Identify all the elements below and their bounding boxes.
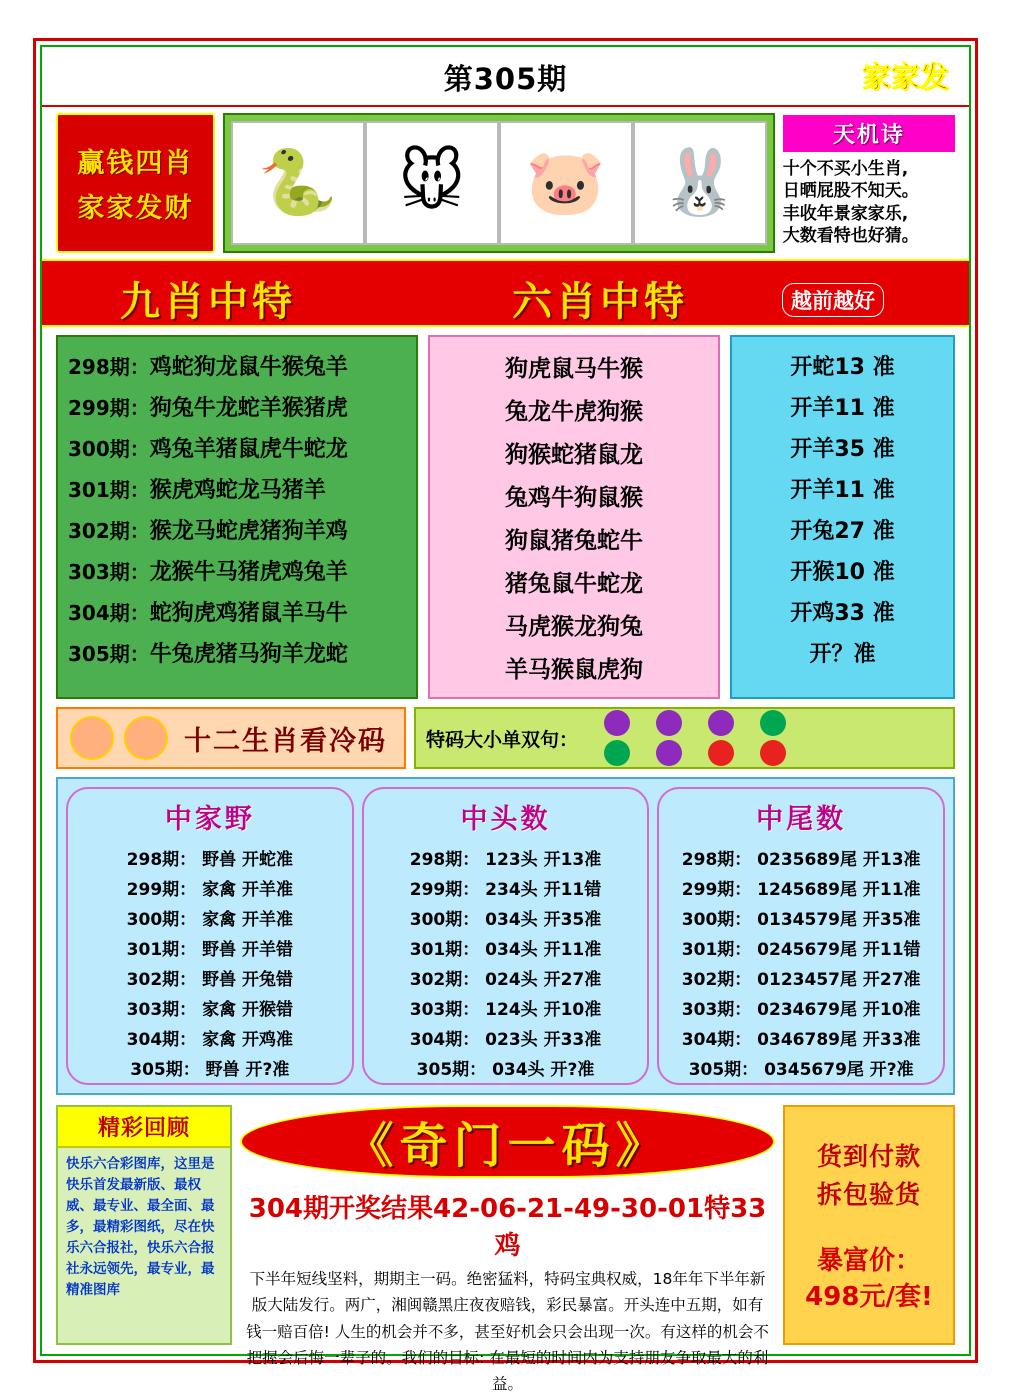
- issue-label: 302期：: [68, 519, 150, 543]
- brand-logo: 家家发: [861, 60, 949, 94]
- issue-value: 龙猴牛马猪虎鸡兔羊: [149, 560, 348, 585]
- issue-label: 299期：: [68, 396, 150, 420]
- zodiac-row: [42, 107, 969, 259]
- tianji-body: [781, 154, 957, 253]
- dot-pair: [656, 710, 682, 766]
- list-item: 狗虎鼠马牛猴: [505, 356, 643, 382]
- cold-code-title: 十二生肖看冷码: [184, 725, 387, 757]
- panel-line: 299期： 1245689尾 开11准: [681, 879, 921, 900]
- panel-title: 中尾数: [756, 804, 847, 835]
- win-box-line2: 家家发财: [77, 193, 194, 224]
- list-item: 猪兔鼠牛蛇龙: [505, 571, 643, 597]
- panel-title: 中头数: [460, 804, 551, 835]
- tianji-poem: [781, 113, 957, 253]
- dot-bottom: [656, 740, 682, 766]
- result-item: 开羊11 准: [790, 396, 895, 421]
- list-item: [64, 427, 410, 468]
- win-box-line1: 赢钱四肖: [77, 148, 194, 179]
- issue-label: 303期：: [68, 560, 150, 584]
- issue-value: 鸡蛇狗龙鼠牛猴兔羊: [149, 355, 348, 380]
- nine-animals-column: [56, 335, 418, 699]
- panel-line: 299期： 234头 开11错: [409, 879, 602, 900]
- rat-icon: 🐭: [365, 121, 499, 245]
- list-item: [64, 345, 410, 386]
- issue-value: 鸡兔羊猪鼠虎牛蛇龙: [149, 437, 348, 462]
- list-item: [64, 632, 410, 673]
- recall-body: 快乐六合彩图库，这里是快乐首发最新版、最权威、最专业、最全面、最多，最精彩图纸，尽在快乐六合报社，快乐六合报社永远领先，最专业，最精准图库: [66, 1156, 215, 1298]
- section-band: [42, 259, 969, 327]
- panel-line: 304期： 023头 开33准: [409, 1029, 602, 1050]
- list-item: 兔龙牛虎狗猴: [505, 399, 643, 425]
- cold-code-strip: [56, 707, 955, 769]
- result-item: 开羊35 准: [790, 437, 895, 462]
- snake-icon: 🐍: [231, 121, 365, 245]
- panel-line: 300期： 0134579尾 开35准: [681, 909, 921, 930]
- panel-line: 298期： 野兽 开蛇准: [126, 849, 293, 870]
- order-line1: 货到付款: [816, 1142, 921, 1171]
- stats-panels: [56, 777, 955, 1095]
- recall-box: [56, 1105, 232, 1345]
- panel-line: 301期： 0245679尾 开11错: [681, 939, 921, 960]
- list-item: 兔鸡牛狗鼠猴: [505, 485, 643, 511]
- panel-line: 298期： 123头 开13准: [409, 849, 602, 870]
- price-label: 暴富价：: [816, 1246, 921, 1276]
- order-box: [783, 1105, 955, 1345]
- dot-pair: [708, 710, 734, 766]
- tema-label: 特码大小单双句：: [426, 728, 579, 751]
- list-item: [64, 550, 410, 591]
- tianji-title: 天机诗: [781, 113, 957, 154]
- six-animals-column: [428, 335, 720, 699]
- issue-value: 猴龙马蛇虎猪狗羊鸡: [149, 519, 348, 544]
- header: [42, 47, 969, 107]
- tianji-line: 十个不买小生肖,: [782, 159, 909, 179]
- issue-label: 298期：: [68, 355, 150, 379]
- list-item: [64, 591, 410, 632]
- order-line2: 拆包验货: [816, 1180, 921, 1209]
- recall-title: 精彩回顾: [58, 1107, 230, 1148]
- panel-line: 303期： 124头 开10准: [409, 999, 602, 1020]
- result-item: 开猴10 准: [790, 560, 895, 585]
- issue-label: 301期：: [68, 478, 150, 502]
- dot-bottom: [604, 740, 630, 766]
- animal-images: [223, 113, 775, 253]
- dot-top: [604, 710, 630, 736]
- issue-value: 猴虎鸡蛇龙马猪羊: [149, 478, 326, 503]
- panel-zhongjiaye: [66, 787, 354, 1085]
- list-item: 狗鼠猪兔蛇牛: [505, 528, 643, 554]
- tema-dots: [604, 710, 786, 766]
- circle-icon: [124, 716, 168, 760]
- panel-line: 302期： 024头 开27准: [409, 969, 602, 990]
- panel-line: 303期： 家禽 开猴错: [126, 999, 293, 1020]
- tema-box: [414, 707, 955, 769]
- band-note: 越前越好: [782, 283, 884, 317]
- panel-line: 298期： 0235689尾 开13准: [681, 849, 921, 870]
- panel-line: 301期： 野兽 开羊错: [126, 939, 293, 960]
- issue-value: 牛兔虎猪马狗羊龙蛇: [149, 642, 348, 667]
- draw-result: 304期开奖结果42-06-21-49-30-01特33鸡: [248, 1194, 767, 1261]
- list-item: [64, 386, 410, 427]
- promo-box: [240, 1105, 775, 1394]
- dot-top: [656, 710, 682, 736]
- panel-line: 302期： 野兽 开兔错: [126, 969, 293, 990]
- rabbit-icon: 🐰: [633, 121, 767, 245]
- issue-label: 304期：: [68, 601, 150, 625]
- dot-bottom: [708, 740, 734, 766]
- panel-line: 303期： 0234679尾 开10准: [681, 999, 921, 1020]
- dot-pair: [604, 710, 630, 766]
- panel-line: 299期： 家禽 开羊准: [126, 879, 293, 900]
- list-item: 羊马猴鼠虎狗: [505, 657, 643, 683]
- dot-bottom: [760, 740, 786, 766]
- list-item: 马虎猴龙狗兔: [505, 614, 643, 640]
- panel-zhongweishu: [657, 787, 945, 1085]
- cold-code-box: [56, 707, 406, 769]
- list-item: [64, 509, 410, 550]
- pig-icon: 🐷: [499, 121, 633, 245]
- price-value: 498元/套!: [805, 1282, 933, 1313]
- page-title: 第305期: [443, 62, 568, 96]
- tianji-line: 丰收年景家家乐,: [782, 203, 909, 224]
- tianji-line: 日晒屁股不知天。: [782, 181, 919, 202]
- dot-pair: [760, 710, 786, 766]
- prediction-columns: [42, 327, 969, 705]
- panel-line: 301期： 034头 开11准: [409, 939, 602, 960]
- promo-banner: [240, 1105, 775, 1178]
- panel-zhongtoushu: [362, 787, 650, 1085]
- panel-line: 305期： 0345679尾 开?准: [688, 1059, 914, 1080]
- result-item: 开羊11 准: [790, 478, 895, 503]
- panel-line: 300期： 034头 开35准: [409, 909, 602, 930]
- win-four-box: [56, 113, 215, 253]
- panel-title: 中家野: [164, 804, 255, 835]
- circle-icon: [70, 716, 114, 760]
- result-item: 开兔27 准: [790, 519, 895, 544]
- issue-label: 300期：: [68, 437, 150, 461]
- band-title-six: 六肖中特: [512, 279, 688, 325]
- result-item: 开蛇13 准: [790, 355, 895, 380]
- issue-label: 305期：: [68, 642, 150, 666]
- panel-line: 305期： 野兽 开?准: [130, 1059, 290, 1080]
- poster-inner: [40, 45, 971, 1394]
- panel-line: 304期： 家禽 开鸡准: [126, 1029, 293, 1050]
- dot-top: [708, 710, 734, 736]
- panel-line: 300期： 家禽 开羊准: [126, 909, 293, 930]
- issue-value: 狗兔牛龙蛇羊猴猪虎: [149, 396, 348, 421]
- results-column: [730, 335, 955, 699]
- list-item: 狗猴蛇猪鼠龙: [505, 442, 643, 468]
- result-item: 开？准: [809, 642, 876, 667]
- promo-title: 《奇门一码》: [345, 1118, 670, 1174]
- bottom-section: [56, 1105, 955, 1394]
- poster-frame: [33, 38, 978, 1394]
- result-item: 开鸡33 准: [790, 601, 895, 626]
- price-block: [805, 1243, 933, 1316]
- issue-value: 蛇狗虎鸡猪鼠羊马牛: [149, 601, 348, 626]
- tianji-line: 大数看特也好猜。: [782, 226, 919, 247]
- panel-line: 304期： 0346789尾 开33准: [681, 1029, 921, 1050]
- panel-line: 305期： 034头 开?准: [416, 1059, 595, 1080]
- promo-paragraph: 下半年短线坚料，期期主一码。绝密猛料，特码宝典权威，18年年下半年新版大陆发行。两广，湘闽赣黑庄夜夜赔钱，彩民暴富。开头连中五期，如有钱一赔百倍! 人生的机会并不多，甚至好机会只会出现一次。有这样的机会不把握会后悔一辈子的。我们的目标: 在最短的时间内为支持朋友争取最大的利益。: [246, 1270, 769, 1394]
- dot-top: [760, 710, 786, 736]
- panel-line: 302期： 0123457尾 开27准: [681, 969, 921, 990]
- list-item: [64, 468, 410, 509]
- band-title-nine: 九肖中特: [120, 279, 296, 325]
